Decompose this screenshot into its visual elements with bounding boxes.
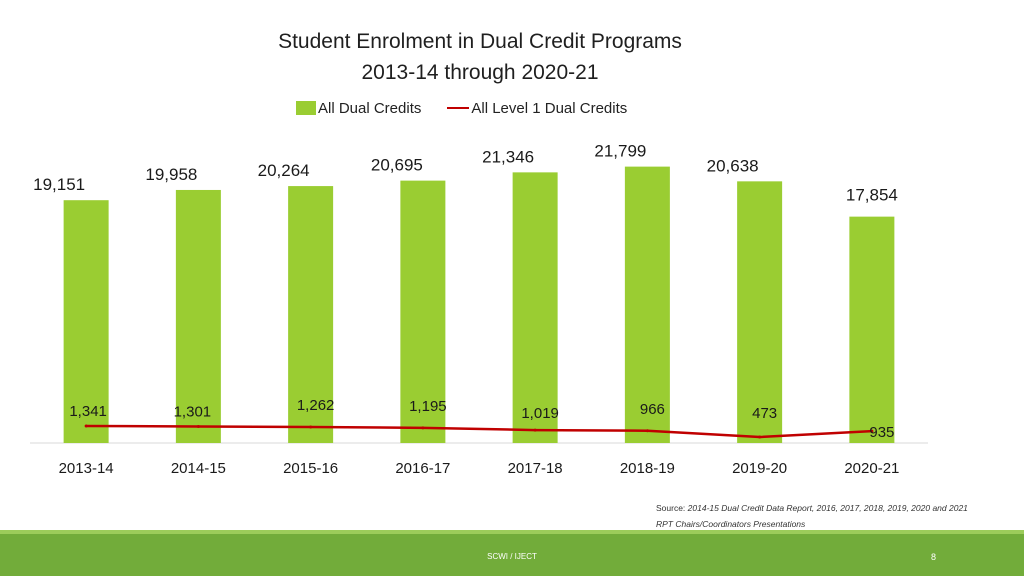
chart-title [0, 26, 960, 88]
source-text: 2014-15 Dual Credit Data Report, 2016, 2017, 2018, 2019, 2020 and 2021 RPT Chairs/Coordinators Presentations [656, 503, 968, 529]
legend-item-bars [296, 100, 421, 117]
x-tick-label-2020-21: 2020-21 [844, 460, 900, 477]
chart-legend [296, 98, 653, 118]
line-label-2020-21: 935 [869, 424, 895, 442]
line-label-2016-17: 1,195 [409, 397, 447, 415]
line-point-2018-19 [646, 429, 649, 432]
x-tick-label-2015-16: 2015-16 [283, 460, 339, 477]
legend-item-line [447, 100, 627, 117]
bar-label-2016-17: 20,695 [370, 155, 423, 175]
line-label-2013-14: 1,341 [69, 402, 107, 420]
line-label-2018-19: 966 [639, 400, 665, 418]
bar-label-2017-18: 21,346 [482, 147, 535, 167]
bar-label-2014-15: 19,958 [145, 164, 198, 184]
bar-label-2019-20: 20,638 [706, 156, 759, 176]
chart-plot-area [0, 130, 960, 500]
line-point-2014-15 [197, 425, 200, 428]
x-tick-label-2017-18: 2017-18 [507, 460, 563, 477]
bar-label-2020-21: 17,854 [845, 185, 898, 205]
x-tick-label-2016-17: 2016-17 [395, 460, 451, 477]
line-label-2019-20: 473 [752, 405, 778, 423]
bar-label-2018-19: 21,799 [594, 141, 647, 161]
line-point-2017-18 [534, 429, 537, 432]
legend-swatch-bars [296, 101, 316, 115]
legend-label-bars: All Dual Credits [318, 99, 422, 117]
chart-title-line1: Student Enrolment in Dual Credit Programs [278, 30, 682, 53]
source-label: Source: [656, 503, 686, 513]
bar-label-2015-16: 20,264 [257, 161, 310, 181]
line-label-2017-18: 1,019 [521, 405, 559, 423]
line-label-2015-16: 1,262 [296, 396, 335, 414]
page-number: 8 [930, 552, 936, 562]
line-point-2015-16 [309, 425, 312, 428]
source-note [656, 500, 976, 532]
x-tick-label-2019-20: 2019-20 [732, 460, 788, 477]
line-label-2014-15: 1,301 [173, 403, 212, 421]
line-point-2016-17 [421, 426, 424, 429]
x-tick-label-2013-14: 2013-14 [58, 460, 114, 477]
bar-2017-18 [513, 172, 558, 443]
line-point-2013-14 [85, 424, 88, 427]
legend-swatch-line [447, 107, 469, 109]
x-tick-label-2014-15: 2014-15 [170, 460, 226, 477]
bar-label-2013-14: 19,151 [33, 175, 86, 195]
bar-2019-20 [737, 181, 782, 443]
bar-2020-21 [849, 217, 894, 443]
legend-label-line: All Level 1 Dual Credits [471, 99, 628, 117]
chart-title-line2: 2013-14 through 2020-21 [361, 61, 599, 84]
line-point-2019-20 [758, 436, 761, 439]
x-tick-label-2018-19: 2018-19 [619, 460, 675, 477]
footer-org: SCWI / IJECT [487, 552, 537, 561]
